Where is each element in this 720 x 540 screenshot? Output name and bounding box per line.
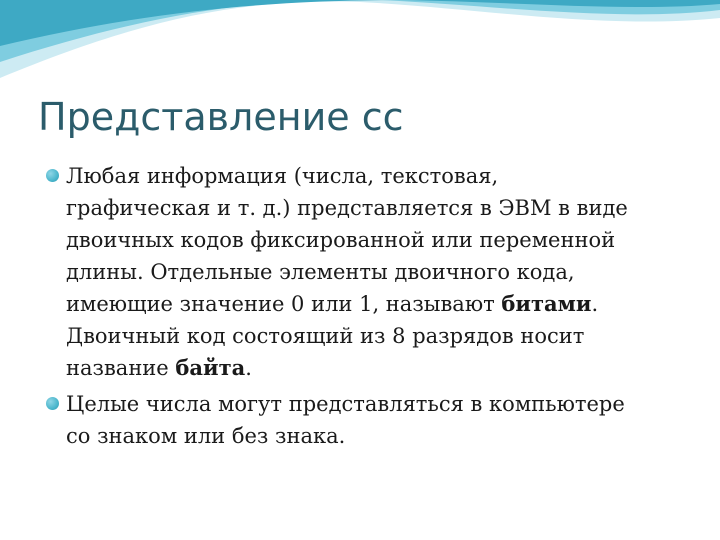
text-segment: . — [245, 356, 252, 380]
bullet-text-line: длины. Отдельные элементы двоичного кода, — [66, 260, 575, 284]
text-segment: . — [591, 292, 599, 316]
bullet-dot-icon — [46, 169, 59, 182]
bullet-text-line: Целые числа могут представляться в компьютере — [66, 392, 625, 416]
bullet-item — [46, 160, 686, 384]
bullet-text-line — [66, 352, 686, 384]
bullet-text-line: со знаком или без знака. — [66, 424, 346, 448]
bullet-text-line: Двоичный код состоящий из 8 разрядов носит — [66, 324, 585, 348]
text-segment: название — [66, 356, 176, 380]
bullet-list — [46, 160, 686, 452]
bullet-dot-icon — [46, 397, 59, 410]
bullet-text-line: Любая информация (числа, текстовая, — [66, 164, 499, 188]
text-segment: имеющие значение 0 или 1, называют — [66, 292, 502, 316]
bullet-text-line — [66, 288, 686, 320]
bold-term: битами — [501, 291, 592, 316]
bullet-text-line: графическая и т. д.) представляется в ЭВМ в виде — [66, 196, 628, 220]
bullet-text-line: двоичных кодов фиксированной или переменной — [66, 228, 616, 252]
slide-title: Представление сс — [38, 95, 404, 139]
header-wave-decoration — [0, 0, 720, 100]
bullet-item — [46, 388, 686, 452]
bold-term: байта — [175, 355, 246, 380]
